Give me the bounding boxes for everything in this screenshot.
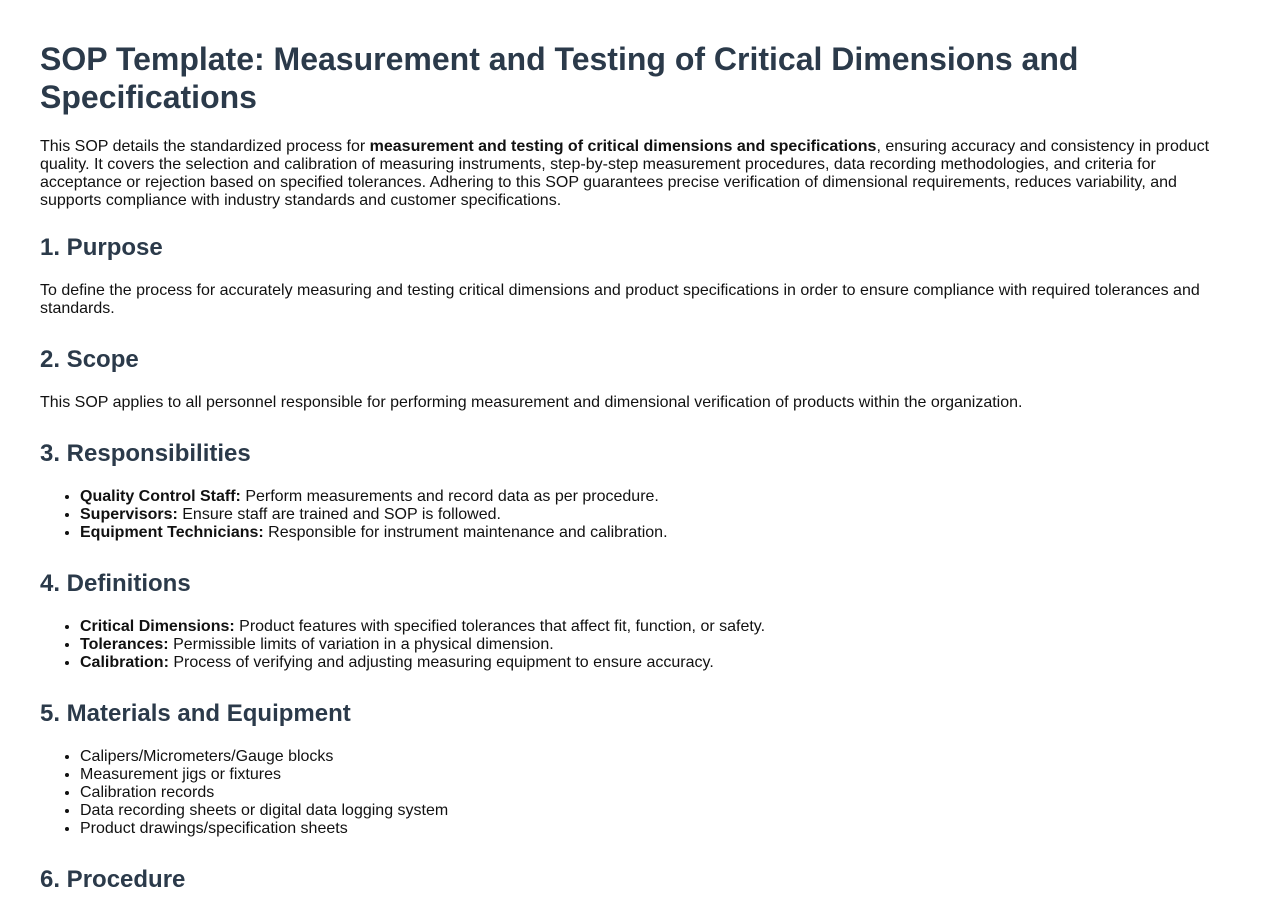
intro-text-end: , ensuring accuracy and consistency in product quality. It covers the selection and calibration of measuring instruments, step-by-step measurement procedures, data recording methodologies, and criteria for acceptance or rejection based on specified tolerances. Adhering to this SOP guarantees precise verification of dimensional requirements, reduces variability, and supports compliance with industry standards and customer specifications. — [40, 138, 1210, 209]
intro-paragraph — [40, 138, 1223, 210]
list-item-desc: Responsible for instrument maintenance and calibration. — [263, 524, 668, 541]
list-item: • Calibration records — [80, 784, 1223, 802]
list-item-term: Critical Dimensions: — [80, 618, 235, 635]
list-item: • Data recording sheets or digital data logging system — [80, 802, 1223, 820]
purpose-heading: 1. Purpose — [40, 234, 163, 261]
procedure-heading: 6. Procedure — [40, 866, 186, 893]
list-item-term: Quality Control Staff: — [80, 488, 241, 505]
list-item-term: Tolerances: — [80, 636, 169, 653]
definitions-section — [40, 570, 1223, 672]
responsibilities-section — [40, 440, 1223, 542]
list-item-desc: Ensure staff are trained and SOP is followed. — [177, 506, 501, 523]
list-item-term: Calibration: — [80, 654, 169, 671]
list-item: • Product drawings/specification sheets — [80, 820, 1223, 838]
list-item — [80, 524, 1223, 542]
list-item-term: Supervisors: — [80, 506, 178, 523]
list-item — [80, 488, 1223, 506]
purpose-section — [40, 234, 1223, 318]
page-title: SOP Template: Measurement and Testing of Critical Dimensions and Specifications — [40, 41, 1079, 115]
list-item-desc: Perform measurements and record data as per procedure. — [240, 488, 659, 505]
list-item-desc: Product features with specified tolerances that affect fit, function, or safety. — [234, 618, 766, 635]
list-item: • Calipers/Micrometers/Gauge blocks — [80, 748, 1223, 766]
list-item — [80, 636, 1223, 654]
list-item-term: Equipment Technicians: — [80, 524, 264, 541]
purpose-text: To define the process for accurately measuring and testing critical dimensions and product specifications in order to ensure compliance with required tolerances and standards. — [40, 282, 1200, 317]
scope-section — [40, 346, 1223, 412]
materials-heading: 5. Materials and Equipment — [40, 700, 351, 727]
materials-list — [40, 748, 1223, 838]
intro-bold-text: measurement and testing of critical dimensions and specifications — [369, 138, 877, 155]
scope-heading: 2. Scope — [40, 346, 139, 373]
list-item — [80, 618, 1223, 636]
definitions-heading: 4. Definitions — [40, 570, 191, 597]
intro-text-start: This SOP details the standardized process for — [40, 138, 370, 155]
procedure-section — [40, 866, 1223, 894]
scope-text: This SOP applies to all personnel responsible for performing measurement and dimensional verification of products within the organization. — [40, 394, 1023, 411]
list-item: • Measurement jigs or fixtures — [80, 766, 1223, 784]
list-item — [80, 654, 1223, 672]
list-item — [80, 506, 1223, 524]
list-item-desc: Process of verifying and adjusting measuring equipment to ensure accuracy. — [168, 654, 714, 671]
materials-section — [40, 700, 1223, 838]
responsibilities-list — [40, 488, 1223, 542]
list-item-desc: Permissible limits of variation in a physical dimension. — [168, 636, 554, 653]
responsibilities-heading: 3. Responsibilities — [40, 440, 251, 467]
definitions-list — [40, 618, 1223, 672]
